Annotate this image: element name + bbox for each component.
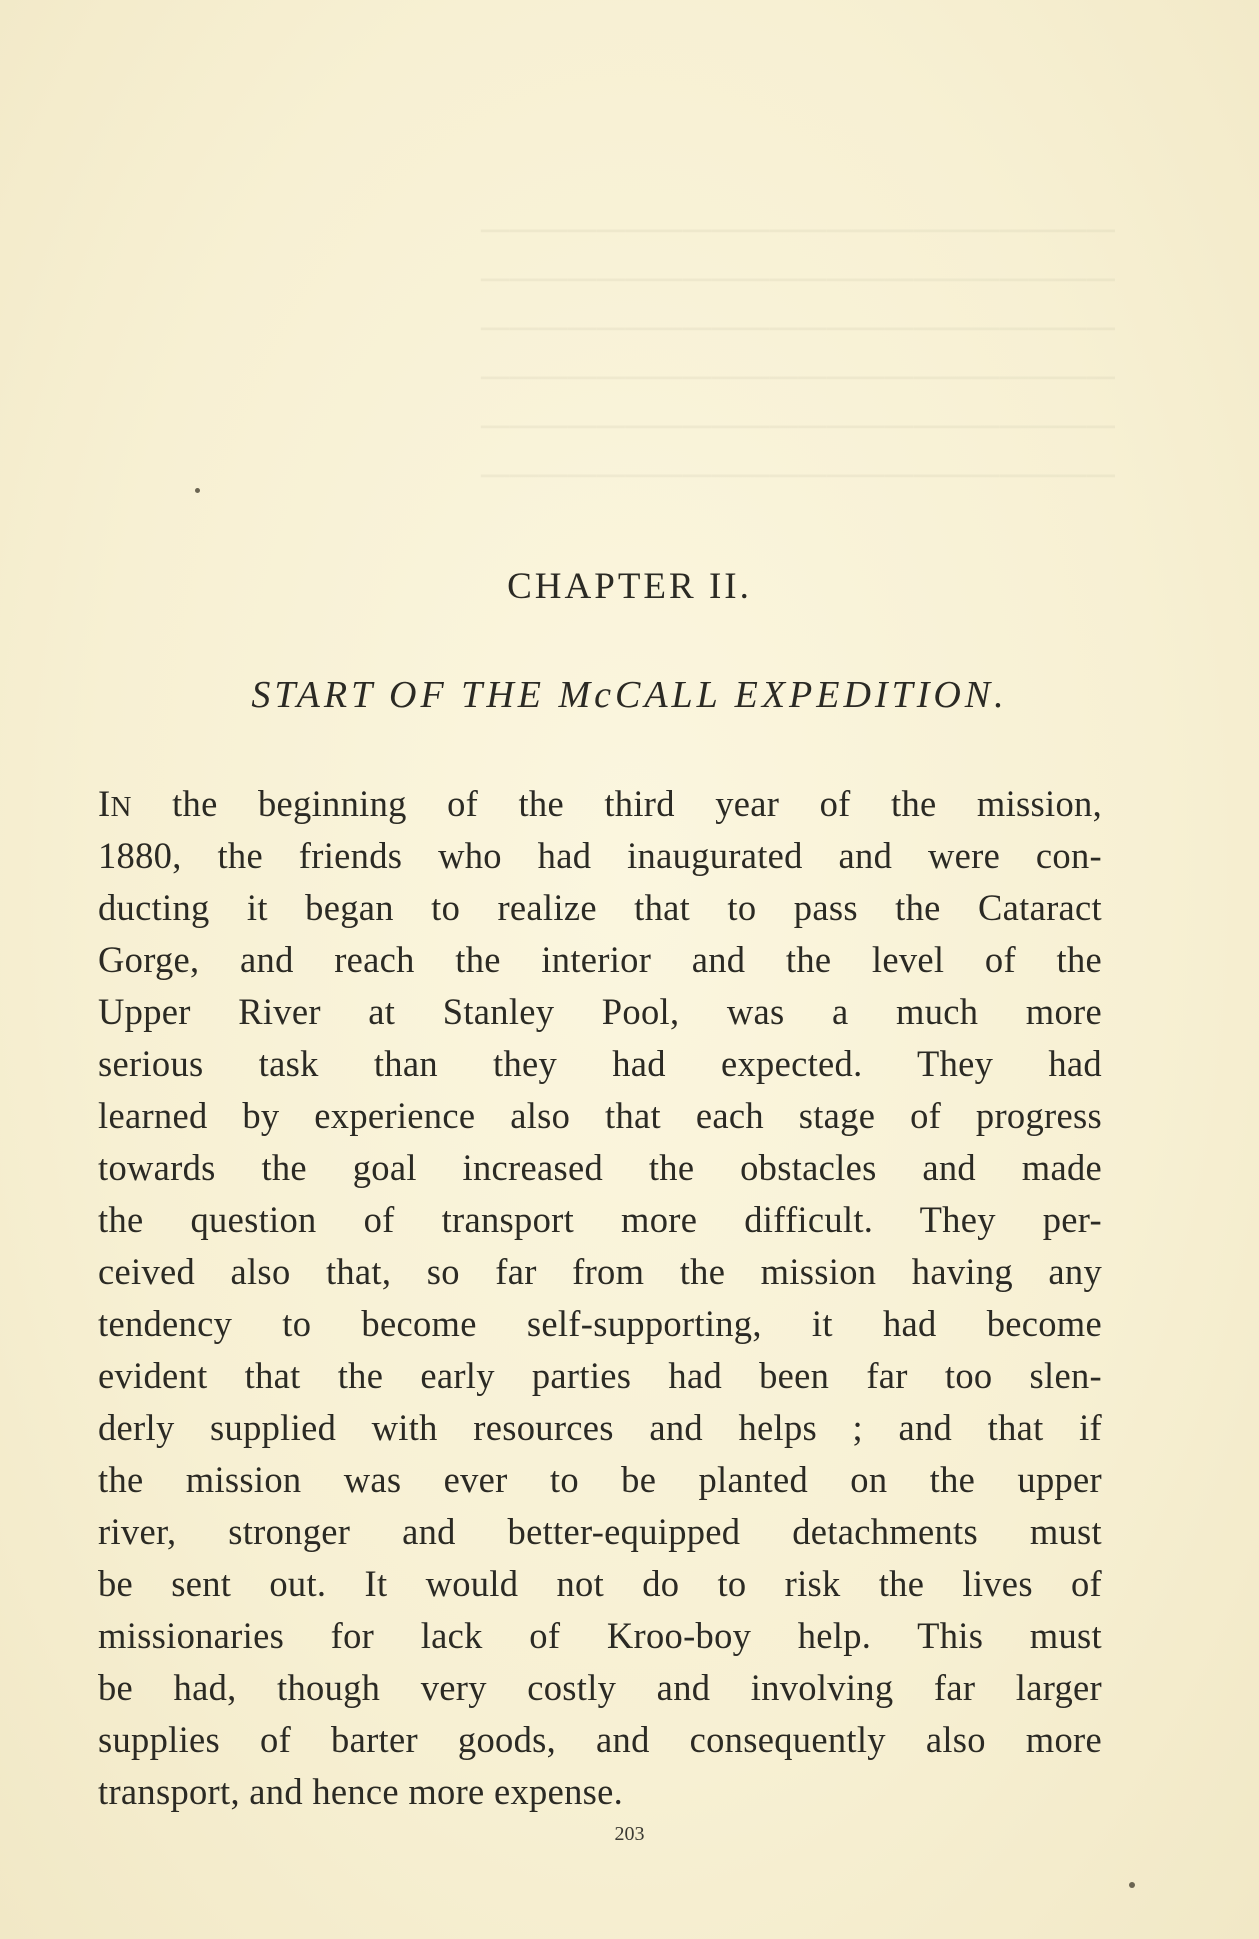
text-line: towards the goal increased the obstacles and made: [98, 1147, 1102, 1188]
text-line: serious task than they had expected. They had: [98, 1043, 1102, 1084]
text-line: learned by experience also that each stage of progress: [98, 1095, 1102, 1136]
text-line: transport, and hence more expense.: [98, 1771, 624, 1812]
text-line: missionaries for lack of Kroo-boy help. This must: [98, 1615, 1102, 1656]
text-line: 1880, the friends who had inaugurated and were con-: [98, 835, 1102, 876]
paper-speck: [195, 488, 200, 493]
text-line: supplies of barter goods, and consequently also more: [98, 1719, 1102, 1760]
text-line: Upper River at Stanley Pool, was a much more: [98, 991, 1102, 1032]
text-line: IN the beginning of the third year of the mission,: [98, 783, 1102, 824]
chapter-heading: CHAPTER II.: [507, 566, 752, 607]
text-line: river, stronger and better-equipped detachments must: [98, 1511, 1102, 1552]
text-line: the mission was ever to be planted on the upper: [98, 1459, 1102, 1500]
text-line: ceived also that, so far from the mission having any: [98, 1251, 1102, 1292]
text-line: the question of transport more difficult. They per-: [98, 1199, 1102, 1240]
paper-speck: [1129, 1882, 1135, 1888]
text-line: tendency to become self-supporting, it had become: [98, 1303, 1102, 1344]
show-through-texture: ────────────────────── ────────────────────── ────────────────────── ────────────────────── ────────────────────── ──────────────────────: [480, 207, 1115, 497]
text-line: evident that the early parties had been far too slen-: [98, 1355, 1102, 1396]
page-number: 203: [614, 1823, 645, 1845]
text-line: derly supplied with resources and helps ; and that if: [98, 1407, 1102, 1448]
text-line: ducting it began to realize that to pass the Cataract: [98, 887, 1102, 928]
body-text: [98, 778, 1102, 1818]
text-line: be had, though very costly and involving far larger: [98, 1667, 1102, 1708]
chapter-title: START OF THE McCALL EXPEDITION.: [251, 674, 1008, 716]
text-line: Gorge, and reach the interior and the level of the: [98, 939, 1102, 980]
text-line: be sent out. It would not do to risk the lives of: [98, 1563, 1102, 1604]
